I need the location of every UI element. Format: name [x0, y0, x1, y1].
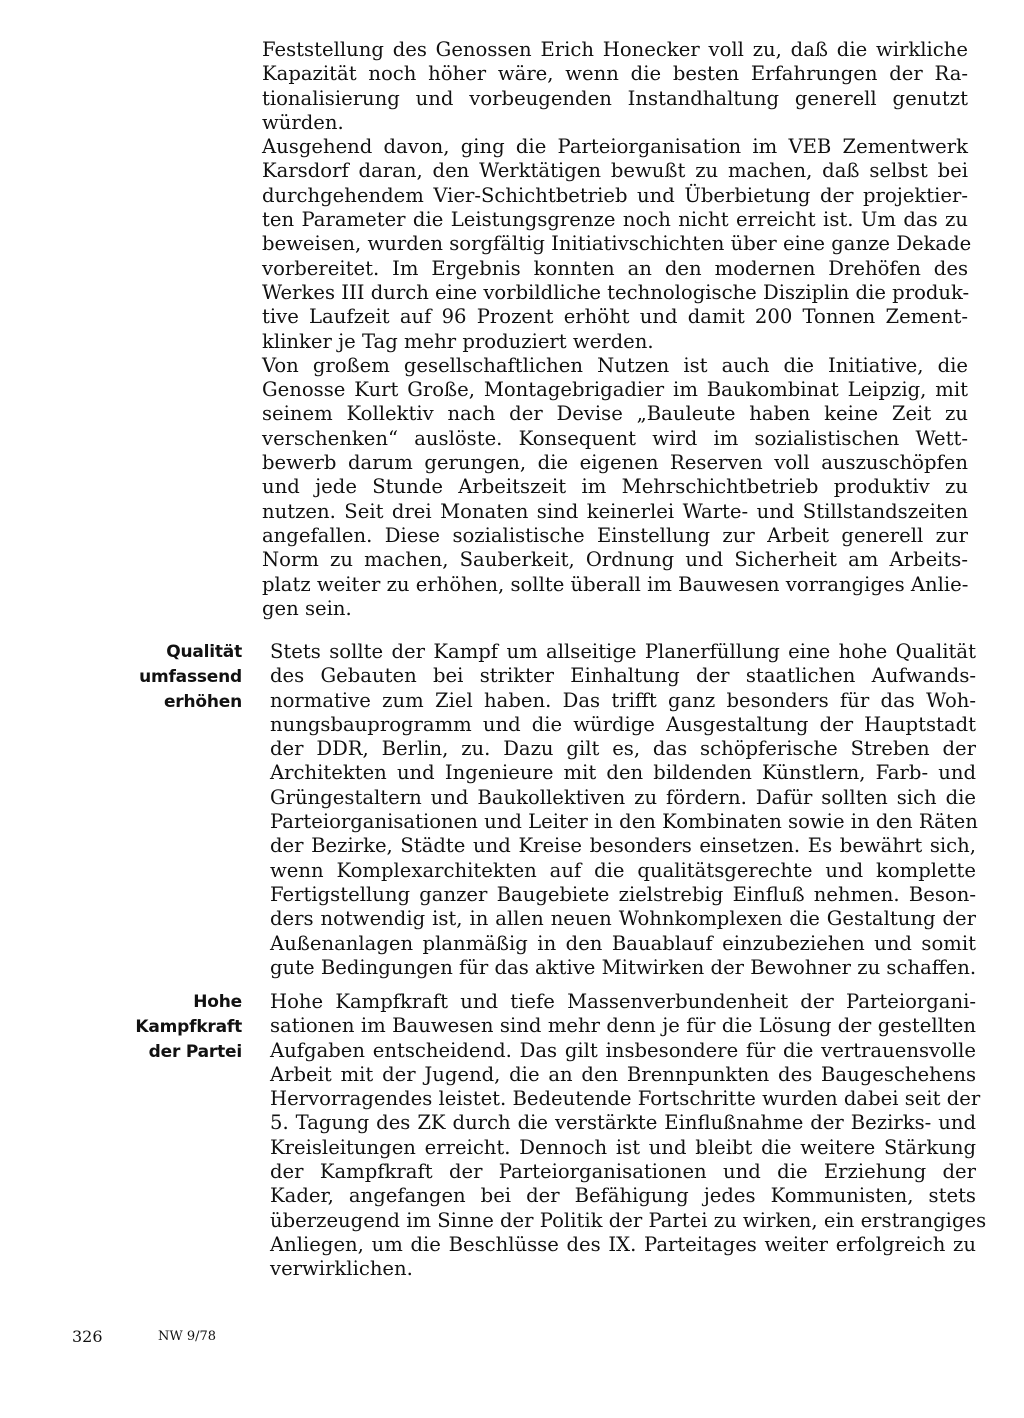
text-line: ders notwendig ist, in allen neuen Wohnkomplexen die Gestaltung der — [270, 907, 976, 931]
text-line: nutzen. Seit drei Monaten sind keinerlei Warte- und Stillstandszeiten — [262, 499, 968, 523]
text-line: tive Laufzeit auf 96 Prozent erhöht und damit 200 Tonnen Zement- — [262, 305, 968, 329]
text-line: platz weiter zu erhöhen, sollte überall im Bauwesen vorrangiges Anlie- — [262, 572, 969, 596]
text-line: vorbereitet. Im Ergebnis konnten an den modernen Drehöfen des — [262, 256, 968, 280]
text-line: Kader, angefangen bei der Befähigung jedes Kommunisten, stets — [270, 1184, 976, 1208]
text-line: Aufgaben entscheidend. Das gilt insbesondere für die vertrauensvolle — [270, 1038, 976, 1062]
page-number: 326 — [72, 1327, 103, 1346]
text-line: Parteiorganisationen und Leiter in den Kombinaten sowie in den Räten — [270, 810, 978, 834]
sidenote-line: Hohe — [193, 992, 242, 1012]
text-line: Werkes III durch eine vorbildliche technologische Disziplin die produk- — [262, 280, 970, 304]
sidenote-line: Qualität — [166, 642, 242, 662]
text-line: Von großem gesellschaftlichen Nutzen ist auch die Initiative, die — [262, 353, 968, 377]
text-line: Fertigstellung ganzer Baugebiete zielstrebig Einfluß nehmen. Beson- — [270, 882, 976, 906]
sidenote-line: der Partei — [148, 1042, 242, 1062]
text-line: Grüngestaltern und Baukollektiven zu fördern. Dafür sollten sich die — [270, 785, 976, 809]
text-line: Arbeit mit der Jugend, die an den Brennpunkten des Baugeschehens — [270, 1062, 976, 1086]
sidenote-line: erhöhen — [163, 692, 242, 712]
text-line: und jede Stunde Arbeitszeit im Mehrschichtbetrieb produktiv zu — [262, 475, 968, 499]
text-line: angefallen. Diese sozialistische Einstellung zur Arbeit generell zur — [262, 523, 968, 547]
sidenote-line: umfassend — [139, 667, 242, 687]
text-line: Norm zu machen, Sauberkeit, Ordnung und Sicherheit am Arbeits- — [262, 548, 968, 572]
sidenote-kampfkraft — [110, 990, 242, 1065]
text-line: Feststellung des Genossen Erich Honecker voll zu, daß die wirkliche — [262, 38, 968, 61]
paragraph-block-3 — [270, 990, 987, 1282]
text-line: Hohe Kampfkraft und tiefe Massenverbundenheit der Parteiorgani- — [270, 990, 976, 1013]
text-line: normative zum Ziel haben. Das trifft ganz besonders für das Woh- — [270, 688, 976, 712]
text-line: Kreisleitungen erreicht. Dennoch ist und bleibt die weitere Stärkung — [270, 1135, 976, 1159]
issue-label: NW 9/78 — [158, 1329, 217, 1344]
text-line: würden. — [262, 110, 344, 134]
text-line: nungsbauprogramm und die würdige Ausgestaltung der Hauptstadt — [270, 712, 976, 736]
text-line: gen sein. — [262, 596, 352, 620]
text-line: seinem Kollektiv nach der Devise „Bauleute haben keine Zeit zu — [262, 402, 968, 426]
text-line: Genosse Kurt Große, Montagebrigadier im Baukombinat Leipzig, mit — [262, 378, 968, 402]
text-line: bewerb darum gerungen, die eigenen Reserven voll auszuschöpfen — [262, 451, 968, 475]
text-line: Kapazität noch höher wäre, wenn die besten Erfahrungen der Ra- — [262, 62, 968, 86]
text-line: beweisen, wurden sorgfältig Initiativschichten über eine ganze Dekade — [262, 232, 972, 256]
text-line: durchgehendem Vier-Schichtbetrieb und Überbietung der projektier- — [262, 183, 968, 207]
text-line: klinker je Tag mehr produziert werden. — [262, 329, 654, 353]
paragraph-block-1 — [262, 38, 972, 621]
text-line: Karsdorf daran, den Werktätigen bewußt zu machen, daß selbst bei — [262, 159, 968, 183]
sidenote-line: Kampfkraft — [135, 1017, 242, 1037]
text-line: verwirklichen. — [270, 1257, 413, 1281]
text-line: wenn Komplexarchitekten auf die qualitätsgerechte und komplette — [270, 858, 976, 882]
text-line: sationen im Bauwesen sind mehr denn je für die Lösung der gestellten — [270, 1014, 976, 1038]
text-line: Außenanlagen planmäßig in den Bauablauf einzubeziehen und somit — [270, 931, 976, 955]
text-line: Ausgehend davon, ging die Parteiorganisation im VEB Zementwerk — [262, 135, 968, 159]
text-line: des Gebauten bei strikter Einhaltung der staatlichen Aufwands- — [270, 664, 976, 688]
text-line: gute Bedingungen für das aktive Mitwirken der Bewohner zu schaffen. — [270, 955, 977, 979]
text-line: Anliegen, um die Beschlüsse des IX. Parteitages weiter erfolgreich zu — [270, 1232, 976, 1256]
text-line: der DDR, Berlin, zu. Dazu gilt es, das schöpferische Streben der — [270, 737, 976, 761]
text-line: tionalisierung und vorbeugenden Instandhaltung generell genutzt — [262, 86, 968, 110]
text-line: der Kampfkraft der Parteiorganisationen und die Erziehung der — [270, 1160, 976, 1184]
text-line: Hervorragendes leistet. Bedeutende Fortschritte wurden dabei seit der — [270, 1087, 981, 1111]
text-line: Stets sollte der Kampf um allseitige Planerfüllung eine hohe Qualität — [270, 640, 976, 663]
paragraph-block-2 — [270, 640, 976, 980]
text-line: der Bezirke, Städte und Kreise besonders einsetzen. Es bewährt sich, — [270, 834, 976, 858]
text-line: Architekten und Ingenieure mit den bildenden Künstlern, Farb- und — [270, 761, 976, 785]
text-line: ten Parameter die Leistungsgrenze noch nicht erreicht ist. Um das zu — [262, 208, 968, 232]
text-line: verschenken“ auslöste. Konsequent wird im sozialistischen Wett- — [262, 426, 968, 450]
text-line: 5. Tagung des ZK durch die verstärkte Einflußnahme der Bezirks- und — [270, 1111, 976, 1135]
sidenote-qualitaet — [110, 640, 242, 715]
text-line: überzeugend im Sinne der Politik der Partei zu wirken, ein erstrangiges — [270, 1208, 987, 1232]
